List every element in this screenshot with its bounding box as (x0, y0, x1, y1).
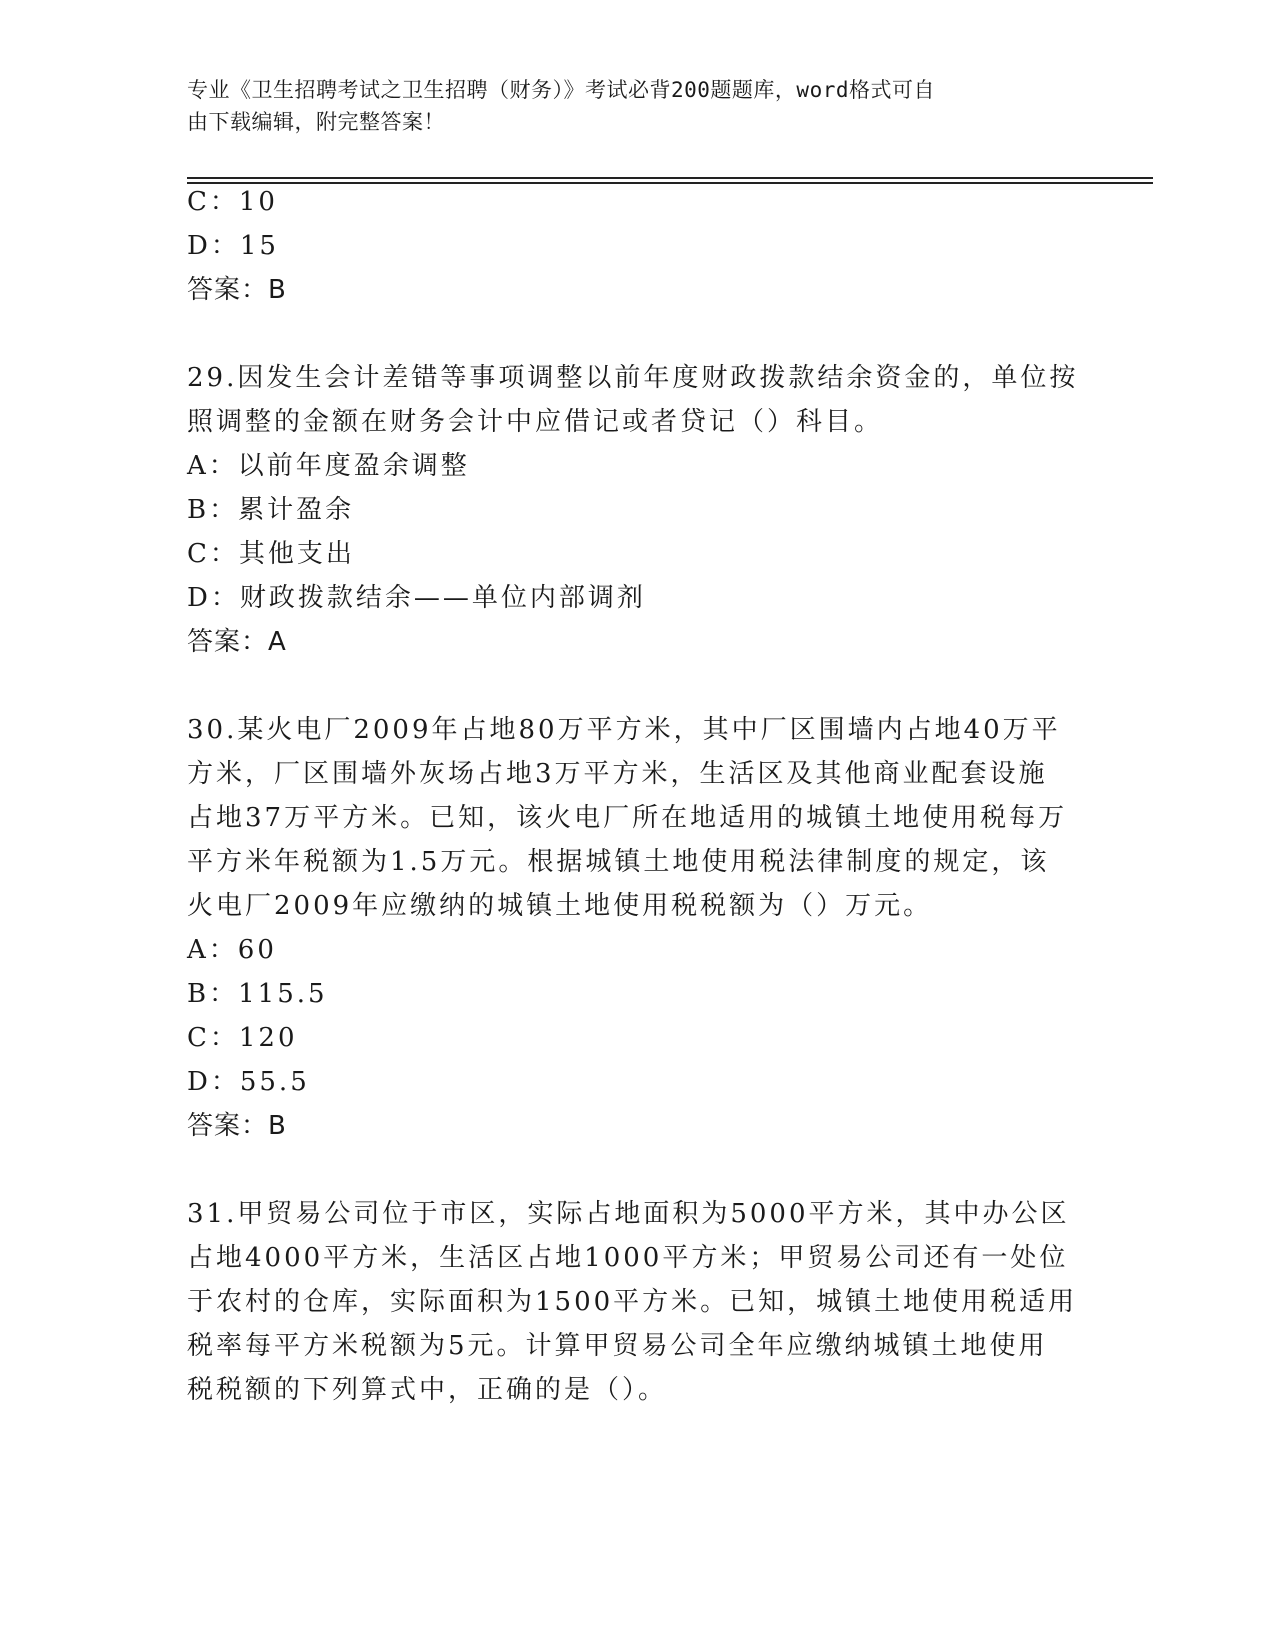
q31-text-line-2: 占地4000平方米，生活区占地1000平方米；甲贸易公司还有一处位 (187, 1243, 1069, 1273)
q30-option-a: A：60 (187, 935, 277, 965)
q29-text-line-1: 29.因发生会计差错等事项调整以前年度财政拨款结余资金的，单位按 (187, 363, 1079, 393)
document-header (187, 74, 1067, 138)
header-divider-bottom (187, 182, 1153, 184)
header-line-1: 专业《卫生招聘考试之卫生招聘（财务）》考试必背200题题库，word格式可自 (187, 78, 935, 102)
q28-option-d: D：15 (187, 231, 279, 261)
q29-option-b: B：累计盈余 (187, 495, 355, 525)
q29-answer: 答案：A (187, 627, 287, 657)
q30-answer: 答案：B (187, 1111, 287, 1141)
q30-text-line-4: 平方米年税额为1.5万元。根据城镇土地使用税法律制度的规定，该 (187, 847, 1050, 877)
q30-text-line-3: 占地37万平方米。已知，该火电厂所在地适用的城镇土地使用税每万 (187, 803, 1068, 833)
q30-option-c: C：120 (187, 1023, 298, 1053)
q30-text-line-2: 方米，厂区围墙外灰场占地3万平方米，生活区及其他商业配套设施 (187, 759, 1048, 789)
header-divider-top (187, 177, 1153, 179)
q31-text-line-4: 税率每平方米税额为5元。计算甲贸易公司全年应缴纳城镇土地使用 (187, 1331, 1048, 1361)
q29-option-a: A：以前年度盈余调整 (187, 451, 470, 481)
q29-text-line-2: 照调整的金额在财务会计中应借记或者贷记（）科目。 (187, 407, 884, 437)
q28-answer: 答案：B (187, 275, 287, 305)
q29-option-c: C：其他支出 (187, 539, 355, 569)
q31-text-line-5: 税税额的下列算式中，正确的是（）。 (187, 1375, 668, 1405)
q30-option-b: B：115.5 (187, 979, 328, 1009)
q30-text-line-5: 火电厂2009年应缴纳的城镇土地使用税税额为（）万元。 (187, 891, 933, 921)
q31-text-line-1: 31.甲贸易公司位于市区，实际占地面积为5000平方米，其中办公区 (187, 1199, 1070, 1229)
q30-option-d: D：55.5 (187, 1067, 310, 1097)
q29-option-d: D：财政拨款结余——单位内部调剂 (187, 583, 646, 613)
q30-text-line-1: 30.某火电厂2009年占地80万平方米，其中厂区围墙内占地40万平 (187, 715, 1061, 745)
q31-text-line-3: 于农村的仓库，实际面积为1500平方米。已知，城镇土地使用税适用 (187, 1287, 1078, 1317)
q28-option-c: C：10 (187, 187, 278, 217)
header-line-2: 由下载编辑，附完整答案！ (187, 110, 445, 134)
